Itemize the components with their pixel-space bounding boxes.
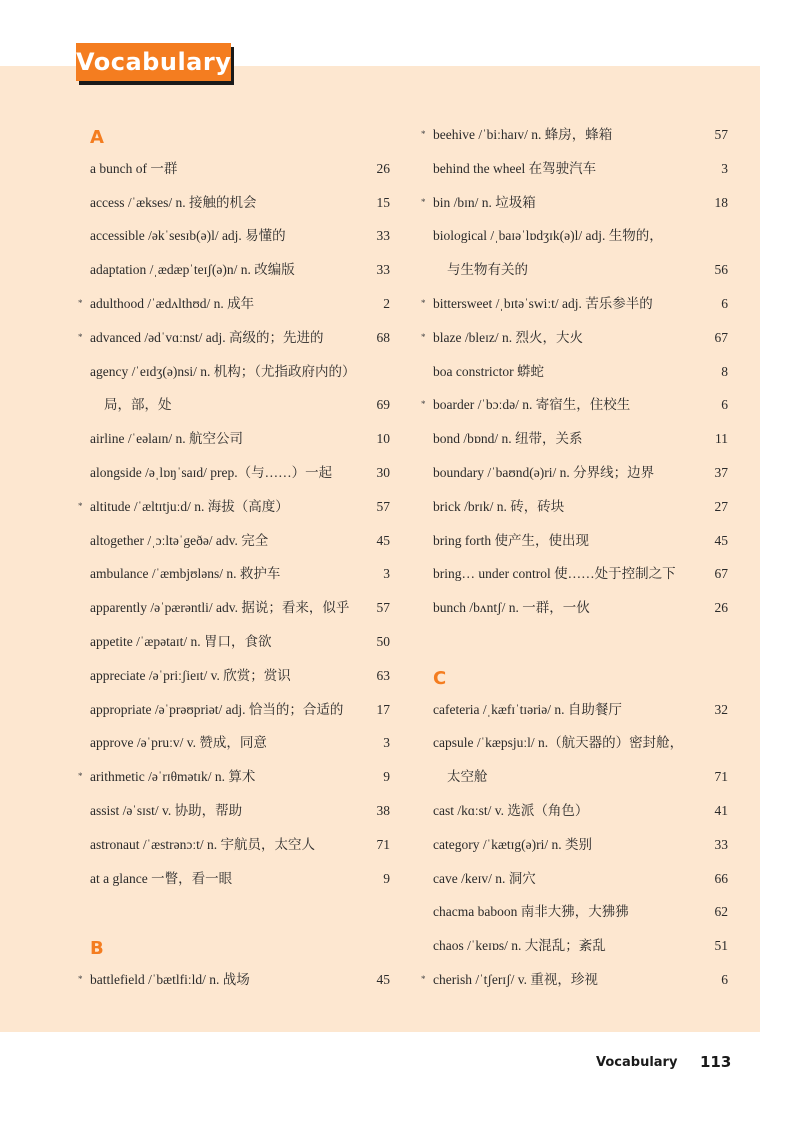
vocab-entry-text: bring… under control 使……处于控制之下 xyxy=(433,566,676,582)
star-marker-icon: * xyxy=(78,973,83,984)
vocab-entry xyxy=(90,625,390,659)
vocab-entry-text: bin /bɪn/ n. 垃圾箱 xyxy=(433,194,536,210)
vocab-entry-text: 太空舱 xyxy=(447,769,488,785)
vocab-entry-text: battlefield /ˈbætlfiːld/ n. 战场 xyxy=(90,971,250,987)
vocab-entry-page: 45 xyxy=(376,532,390,548)
vocab-entry-text: chacma baboon 南非大狒，大狒狒 xyxy=(433,904,629,920)
vocab-entry-page: 8 xyxy=(721,363,728,379)
vocab-entry xyxy=(78,760,390,794)
page-title: Vocabulary xyxy=(76,43,231,81)
vocab-entry xyxy=(433,422,728,456)
vocab-entry-page: 51 xyxy=(714,938,728,954)
vocab-entry-page: 33 xyxy=(714,836,728,852)
vocab-entry-page: 3 xyxy=(721,160,728,176)
vocab-entry xyxy=(90,186,390,220)
star-marker-icon: * xyxy=(421,973,426,984)
vocab-entry-page: 30 xyxy=(376,464,390,480)
vocab-entry-page: 6 xyxy=(721,397,728,413)
vocab-entry xyxy=(78,490,390,524)
vocab-entry xyxy=(433,524,728,558)
vocab-entry-text: boarder /ˈbɔːdə/ n. 寄宿生，住校生 xyxy=(433,397,631,413)
vocab-entry xyxy=(90,524,390,558)
star-marker-icon: * xyxy=(421,196,426,207)
vocab-entry-text: a bunch of 一群 xyxy=(90,160,178,176)
vocab-entry-text: appropriate /əˈprəʊpriət/ adj. 恰当的；合适的 xyxy=(90,701,344,717)
vocab-entry-text: airline /ˈeəlaɪn/ n. 航空公司 xyxy=(90,431,243,447)
section-spacer xyxy=(90,895,390,929)
star-marker-icon: * xyxy=(78,297,83,308)
vocab-entry-page: 45 xyxy=(714,532,728,548)
vocab-entry-page: 37 xyxy=(714,464,728,480)
vocab-entry xyxy=(433,794,728,828)
vocab-entry xyxy=(90,355,390,389)
star-marker-icon: * xyxy=(421,399,426,410)
vocab-entry-text: chaos /ˈkeɪɒs/ n. 大混乱；紊乱 xyxy=(433,938,606,954)
vocab-entry xyxy=(433,591,728,625)
vocab-entry xyxy=(90,591,390,625)
vocab-entry-text: altitude /ˈæltɪtjuːd/ n. 海拔（高度） xyxy=(90,498,289,514)
vocab-entry-page: 3 xyxy=(383,735,390,751)
vocab-entry xyxy=(90,659,390,693)
vocab-entry xyxy=(433,152,728,186)
vocab-entry-page: 27 xyxy=(714,498,728,514)
vocab-entry-text: astronaut /ˈæstrənɔːt/ n. 宇航员，太空人 xyxy=(90,836,315,852)
vocab-entry-page: 66 xyxy=(714,870,728,886)
vocab-entry xyxy=(90,219,390,253)
vocab-entry-text: access /ˈækses/ n. 接触的机会 xyxy=(90,194,257,210)
vocab-entry-page: 67 xyxy=(714,329,728,345)
vocab-entry-text: approve /əˈpruːv/ v. 赞成，同意 xyxy=(90,735,267,751)
vocab-entry xyxy=(433,862,728,896)
vocab-entry-text: adaptation /ˌædæpˈteɪʃ(ə)n/ n. 改编版 xyxy=(90,262,295,278)
vocab-entry-text: capsule /ˈkæpsjuːl/ n.（航天器的）密封舱， xyxy=(433,735,684,751)
vocab-entry-page: 67 xyxy=(714,566,728,582)
vocabulary-column-left xyxy=(78,118,390,997)
vocab-entry xyxy=(90,828,390,862)
vocab-entry-text: brick /brɪk/ n. 砖，砖块 xyxy=(433,498,565,514)
star-marker-icon: * xyxy=(421,331,426,342)
vocab-entry xyxy=(433,929,728,963)
vocab-entry xyxy=(433,726,728,760)
vocab-entry xyxy=(433,760,728,794)
vocab-entry-page: 63 xyxy=(376,667,390,683)
vocab-entry-text: cave /keɪv/ n. 洞穴 xyxy=(433,870,536,886)
section-letter: C xyxy=(433,667,447,689)
vocab-entry-text: cafeteria /ˌkæfɪˈtɪəriə/ n. 自助餐厅 xyxy=(433,701,622,717)
vocab-entry xyxy=(421,963,728,997)
vocab-entry-page: 11 xyxy=(715,431,728,447)
vocab-entry xyxy=(90,862,390,896)
vocab-entry-text: boundary /ˈbaʊnd(ə)ri/ n. 分界线；边界 xyxy=(433,464,655,480)
vocab-entry-page: 57 xyxy=(376,498,390,514)
vocab-entry-text: alongside /əˌlɒŋˈsaɪd/ prep.（与……）一起 xyxy=(90,464,333,480)
star-marker-icon: * xyxy=(78,771,83,782)
vocabulary-column-right xyxy=(421,118,728,997)
vocab-entry-page: 57 xyxy=(376,600,390,616)
vocab-entry-page: 17 xyxy=(376,701,390,717)
footer-page-number: 113 xyxy=(700,1053,732,1071)
vocab-entry xyxy=(90,422,390,456)
vocab-entry-text: bring forth 使产生，使出现 xyxy=(433,532,589,548)
vocab-entry-page: 45 xyxy=(376,971,390,987)
vocab-entry-page: 33 xyxy=(376,228,390,244)
vocab-entry xyxy=(90,152,390,186)
vocab-entry xyxy=(433,693,728,727)
vocab-entry-text: behind the wheel 在驾驶汽车 xyxy=(433,160,597,176)
vocab-entry xyxy=(421,321,728,355)
vocab-entry xyxy=(433,828,728,862)
vocab-entry-text: 与生物有关的 xyxy=(447,262,528,278)
vocab-entry xyxy=(421,118,728,152)
vocab-entry xyxy=(78,963,390,997)
vocab-entry-text: assist /əˈsɪst/ v. 协助，帮助 xyxy=(90,802,243,818)
vocab-entry xyxy=(421,388,728,422)
vocab-entry-text: appetite /ˈæpətaɪt/ n. 胃口，食欲 xyxy=(90,633,272,649)
vocab-entry-page: 69 xyxy=(376,397,390,413)
star-marker-icon: * xyxy=(421,129,426,139)
vocab-entry-page: 18 xyxy=(714,194,728,210)
vocab-entry-text: category /ˈkætɪg(ə)ri/ n. 类别 xyxy=(433,836,592,852)
star-marker-icon: * xyxy=(78,331,83,342)
vocab-entry-page: 68 xyxy=(376,329,390,345)
vocab-entry-text: ambulance /ˈæmbjʊləns/ n. 救护车 xyxy=(90,566,281,582)
footer-title: Vocabulary xyxy=(596,1055,678,1070)
section-letter: A xyxy=(90,127,104,148)
vocab-entry-page: 33 xyxy=(376,262,390,278)
vocab-entry-text: bittersweet /ˌbɪtəˈswiːt/ adj. 苦乐参半的 xyxy=(433,295,653,311)
vocab-entry xyxy=(90,388,390,422)
vocab-entry-page: 41 xyxy=(714,802,728,818)
vocab-entry-text: cast /kɑːst/ v. 选派（角色） xyxy=(433,802,589,818)
vocab-entry-page: 9 xyxy=(383,870,390,886)
vocab-entry-text: accessible /əkˈsesɪb(ə)l/ adj. 易懂的 xyxy=(90,228,286,244)
vocab-entry xyxy=(78,321,390,355)
vocab-entry-text: cherish /ˈtʃerɪʃ/ v. 重视，珍视 xyxy=(433,971,598,987)
vocab-entry xyxy=(433,895,728,929)
vocab-entry-page: 10 xyxy=(376,431,390,447)
vocab-entry-page: 6 xyxy=(721,295,728,311)
vocab-entry xyxy=(421,287,728,321)
vocab-entry-page: 57 xyxy=(714,127,728,142)
vocab-entry-text: agency /ˈeɪdʒ(ə)nsi/ n. 机构；（尤指政府内的） xyxy=(90,363,356,379)
vocab-entry xyxy=(433,355,728,389)
vocab-entry-page: 71 xyxy=(376,836,390,852)
vocab-entry-page: 62 xyxy=(714,904,728,920)
vocab-entry-page: 71 xyxy=(714,769,728,785)
vocab-entry-page: 15 xyxy=(376,194,390,210)
vocab-entry xyxy=(433,253,728,287)
vocab-entry-page: 3 xyxy=(383,566,390,582)
star-marker-icon: * xyxy=(78,500,83,511)
vocab-entry-text: boa constrictor 蟒蛇 xyxy=(433,363,544,379)
vocab-entry-text: altogether /ˌɔːltəˈgeðə/ adv. 完全 xyxy=(90,532,269,548)
section-letter: B xyxy=(90,938,104,960)
vocab-entry-page: 9 xyxy=(383,769,390,785)
vocab-entry xyxy=(90,693,390,727)
vocab-entry-text: appreciate /əˈpriːʃieɪt/ v. 欣赏；赏识 xyxy=(90,667,291,683)
star-marker-icon: * xyxy=(421,297,426,308)
vocab-entry-page: 6 xyxy=(721,971,728,987)
vocab-entry-text: bond /bɒnd/ n. 纽带，关系 xyxy=(433,431,583,447)
vocab-entry xyxy=(90,456,390,490)
vocab-entry-text: advanced /ədˈvɑːnst/ adj. 高级的；先进的 xyxy=(90,329,324,345)
vocab-entry xyxy=(90,794,390,828)
vocab-entry-page: 56 xyxy=(714,262,728,278)
vocab-entry-text: at a glance 一瞥，看一眼 xyxy=(90,870,233,886)
vocab-entry-text: beehive /ˈbiːhaɪv/ n. 蜂房，蜂箱 xyxy=(433,127,613,142)
vocab-entry-page: 26 xyxy=(714,600,728,616)
vocab-entry-text: arithmetic /əˈrɪθmətɪk/ n. 算术 xyxy=(90,769,256,785)
vocab-entry-text: 局，部，处 xyxy=(104,397,172,413)
vocab-entry-page: 50 xyxy=(376,633,390,649)
vocab-entry-page: 38 xyxy=(376,802,390,818)
vocab-entry xyxy=(421,186,728,220)
vocab-entry-text: adulthood /ˈædʌlthʊd/ n. 成年 xyxy=(90,295,255,311)
vocab-entry xyxy=(90,726,390,760)
vocab-entry-text: apparently /əˈpærəntli/ adv. 据说；看来，似乎 xyxy=(90,600,350,616)
vocab-entry xyxy=(433,557,728,591)
vocab-entry-text: bunch /bʌntʃ/ n. 一群，一伙 xyxy=(433,600,590,616)
vocab-entry xyxy=(78,287,390,321)
section-spacer xyxy=(433,625,728,659)
vocab-entry xyxy=(90,557,390,591)
vocab-entry xyxy=(90,253,390,287)
vocab-entry-page: 26 xyxy=(376,160,390,176)
vocab-entry-page: 2 xyxy=(383,295,390,311)
vocab-entry xyxy=(433,219,728,253)
vocab-entry-text: biological /ˌbaɪəˈlɒdʒɪk(ə)l/ adj. 生物的， xyxy=(433,228,663,244)
vocab-entry-page: 32 xyxy=(714,701,728,717)
vocab-entry xyxy=(433,456,728,490)
vocab-entry-text: blaze /bleɪz/ n. 烈火，大火 xyxy=(433,329,583,345)
vocab-entry xyxy=(433,490,728,524)
